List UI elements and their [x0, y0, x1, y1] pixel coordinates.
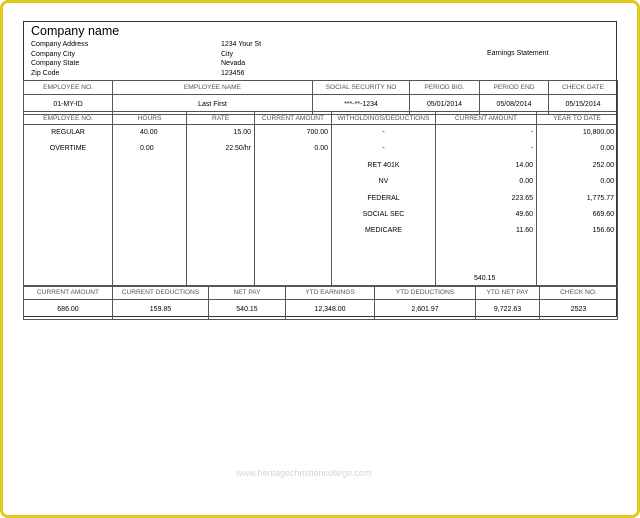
employee-info-table — [23, 80, 618, 115]
city-value: City — [221, 50, 234, 58]
earnings-header-row — [24, 112, 618, 125]
totals-table — [23, 285, 618, 320]
employee-name: Last First — [113, 95, 313, 115]
current-amount-column — [255, 125, 332, 287]
header-check-date: CHECK DATE — [549, 81, 618, 95]
employee-info-header-row — [24, 81, 618, 95]
hours-column — [113, 125, 187, 287]
deduction-ytd: 10,800.00 — [582, 129, 614, 136]
deduction-name: SOCIAL SEC — [362, 210, 405, 218]
deduction-current: 223.65 — [511, 194, 533, 202]
statement-title: Earnings Statement — [487, 50, 549, 57]
header-period-end: PERIOD END — [480, 81, 549, 95]
ytd-earnings: 12,348.00 — [286, 300, 375, 320]
deduction-name-column — [332, 125, 436, 287]
ytd-deductions: 2,601.97 — [375, 300, 476, 320]
hours-value: 0.00 — [140, 145, 154, 153]
header-ytd-net-pay: YTD NET PAY — [476, 286, 540, 300]
deduction-name: - — [382, 129, 385, 136]
deduction-name: MEDICARE — [365, 227, 402, 235]
deduction-name: NV — [378, 178, 389, 186]
header-ssn: SOCIAL SECURITY NO — [313, 81, 410, 95]
deduction-name: RET 401K — [367, 161, 400, 169]
zip-value: 123456 — [221, 69, 245, 77]
header-current-deductions: CURRENT DEDUCTIONS — [113, 286, 209, 300]
deduction-name: - — [382, 145, 385, 153]
header-employee-no: EMPLOYEE NO. — [24, 81, 113, 95]
deduction-ytd: 252.00 — [592, 161, 614, 169]
ssn: ***-**-1234 — [313, 95, 410, 115]
current-amount-value: 0.00 — [314, 145, 328, 153]
header-withholdings: WITHOLDINGS/DEDUCTIONS — [332, 112, 436, 125]
watermark: www.heritagechristiancollege.com — [236, 468, 372, 478]
earnings-body-row — [24, 125, 618, 287]
employee-no: 01-MY-ID — [24, 95, 113, 115]
header-net-pay: NET PAY — [209, 286, 286, 300]
deductions-total: 540.15 — [474, 275, 496, 282]
zip-label: Zip Code — [31, 69, 60, 77]
city-label: Company City — [31, 50, 75, 58]
ytd-net-pay: 9,722.63 — [476, 300, 540, 320]
deduction-name: FEDERAL — [367, 194, 400, 202]
check-no: 2523 — [540, 300, 618, 320]
check-date: 05/15/2014 — [549, 95, 618, 115]
deduction-current: 11.60 — [516, 227, 533, 235]
address-label: Company Address — [31, 41, 89, 48]
company-address-labels — [31, 40, 88, 78]
net-pay: 540.15 — [209, 300, 286, 320]
header-earning-type: EMPLOYEE NO. — [24, 112, 113, 125]
deduction-current: 14.00 — [515, 161, 533, 169]
header-ytd-deductions: YTD DEDUCTIONS — [375, 286, 476, 300]
state-label: Company State — [31, 60, 80, 67]
header-current-amount: CURRENT AMOUNT — [255, 112, 332, 125]
company-address-values — [221, 40, 261, 78]
state-value: Nevada — [221, 60, 246, 67]
earning-type: OVERTIME — [49, 145, 87, 153]
deduction-current: 49.60 — [515, 210, 533, 218]
rate-column — [187, 125, 255, 287]
deduction-current: - — [530, 145, 533, 153]
deduction-ytd: 0.00 — [600, 145, 614, 153]
totals-value-row — [24, 300, 618, 320]
company-name: Company name — [31, 24, 120, 38]
hours-value: 40.00 — [140, 129, 158, 136]
header-ytd-earnings: YTD EARNINGS — [286, 286, 375, 300]
deduction-ytd: 669.60 — [592, 210, 614, 218]
year-to-date-column — [537, 125, 618, 287]
current-amount-value: 700.00 — [306, 129, 328, 136]
totals-header-row — [24, 286, 618, 300]
deduction-ytd: 156.60 — [592, 227, 614, 235]
header-period-begin: PERIOD BIG. — [410, 81, 480, 95]
earning-type-column — [24, 125, 113, 287]
deduction-current: - — [530, 129, 533, 136]
deduction-ytd: 1,775.77 — [586, 194, 614, 202]
header-year-to-date: YEAR TO DATE — [537, 112, 618, 125]
period-end: 05/08/2014 — [480, 95, 549, 115]
deduction-current-column — [436, 125, 537, 287]
address-value: 1234 Your St — [221, 41, 262, 48]
earnings-deductions-table — [23, 111, 618, 287]
pay-stub — [23, 21, 617, 317]
total-current-amount: 686.00 — [24, 300, 113, 320]
header-rate: RATE — [187, 112, 255, 125]
header-deduction-current: CURRENT AMOUNT — [436, 112, 537, 125]
header-employee-name: EMPLOYEE NAME — [113, 81, 313, 95]
current-deductions: 159.85 — [113, 300, 209, 320]
header-total-current-amount: CURRENT AMOUNT — [24, 286, 113, 300]
earning-type: REGULAR — [51, 129, 85, 136]
rate-value: 22.50/hr — [225, 145, 251, 153]
period-begin: 05/01/2014 — [410, 95, 480, 115]
deduction-current: 0.00 — [519, 178, 533, 186]
rate-value: 15.00 — [233, 129, 251, 136]
header-hours: HOURS — [113, 112, 187, 125]
deduction-ytd: 0.00 — [600, 178, 614, 186]
header-check-no: CHECK NO. — [540, 286, 618, 300]
